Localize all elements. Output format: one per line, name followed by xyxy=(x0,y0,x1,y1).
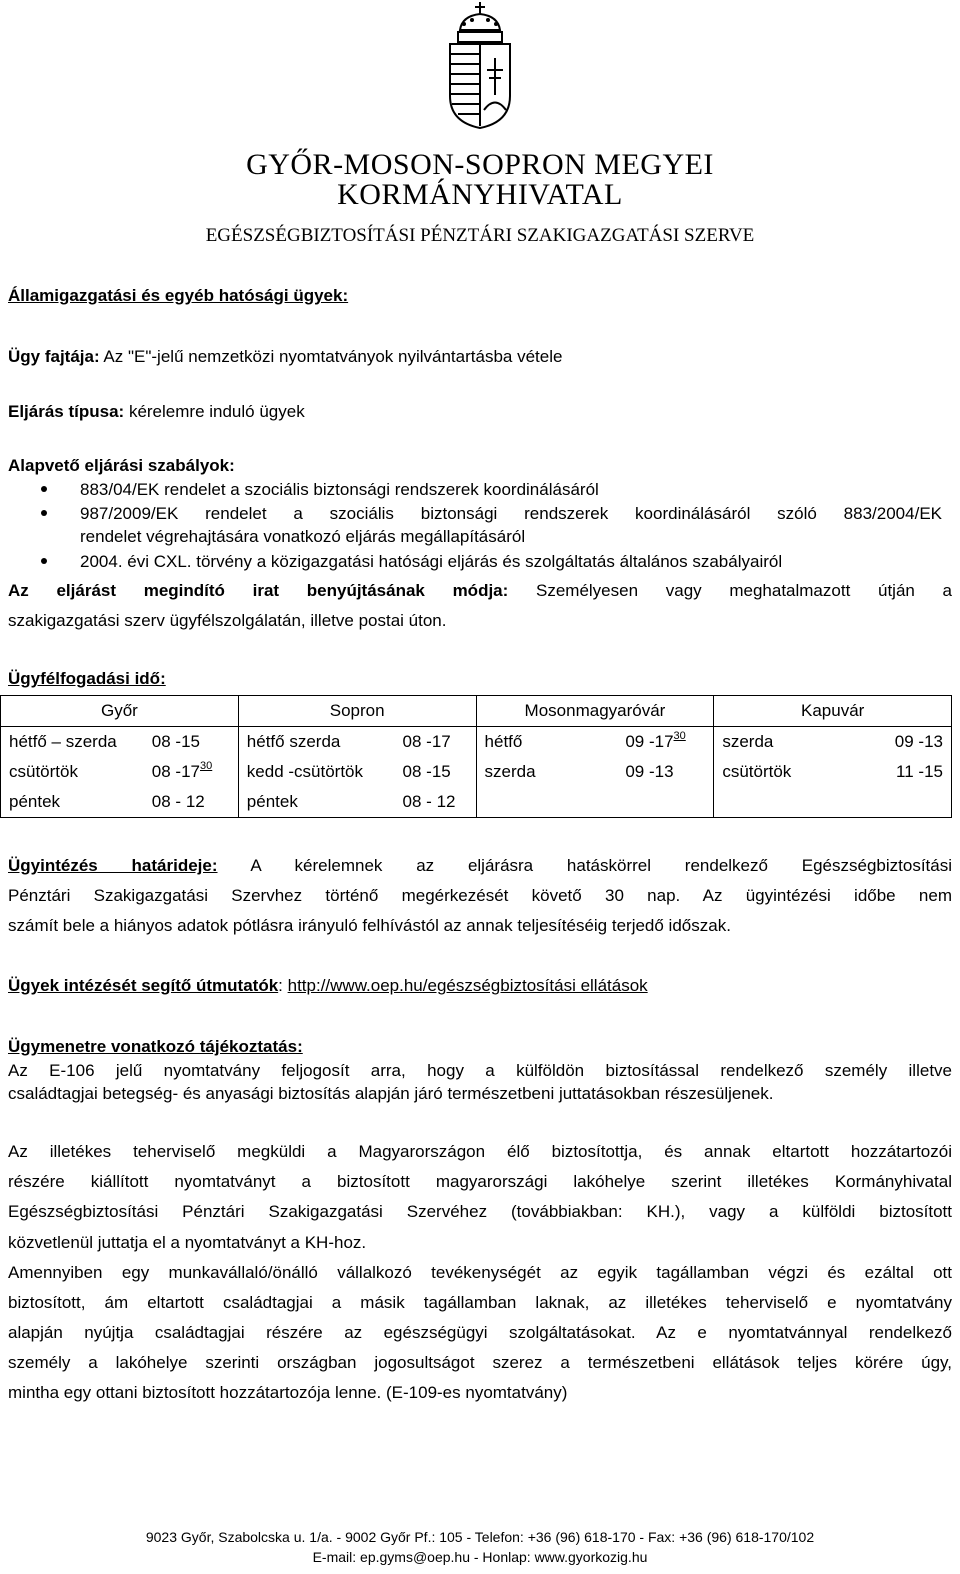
submission-text: Személyesen vagy meghatalmazott útján a xyxy=(508,581,953,600)
hours-row: hétfő 09 $-17^{30}$ xyxy=(484,730,686,751)
hours-row: hétfő szerda 08 -17 xyxy=(246,732,451,751)
bullet-icon xyxy=(41,486,47,492)
deadline-text-cont: Pénztári Szakigazgatási Szervhez történő megérkezését követő 30 nap. Az ügyintézési időbe nem xyxy=(8,886,952,905)
hours-cell-gyor xyxy=(1,727,239,818)
procedure-type xyxy=(8,401,952,423)
rule-item: 2004. évi CXL. törvény a közigazgatási hatósági eljárás és szolgáltatás általános szabályairól xyxy=(80,552,783,571)
hours-row: csütörtök 11 -15 xyxy=(722,762,943,781)
paragraph-line: közvetlenül juttatja el a nyomtatványt a KH-hoz. xyxy=(8,1233,367,1252)
office-hours-label: Ügyfélfogadási idő: xyxy=(8,669,166,688)
submission-text-cont: szakigazgatási szerv ügyfélszolgálatán, illetve postai úton. xyxy=(8,611,447,630)
case-type-value: Az "E"-jelű nemzetközi nyomtatványok nyilvántartásba vétele xyxy=(99,347,563,366)
case-type xyxy=(8,346,952,368)
deadline-text: A kérelemnek az eljárásra hatáskörrel rendelkező Egészségbiztosítási xyxy=(217,856,952,875)
rule-item-cont: rendelet végrehajtására vonatkozó eljárás megállapításáról xyxy=(80,527,526,546)
hours-row: csütörtök 08 $-17^{30}$ xyxy=(9,760,213,781)
office-name: Kapuvár xyxy=(714,696,952,727)
coat-of-arms-icon xyxy=(440,0,520,130)
procedure-type-value: kérelemre induló ügyek xyxy=(124,402,305,421)
paragraph-line: alapján nyújtja családtagjai részére az egészségügyi szolgáltatásokat. Az e nyomtatvánnyal rendelkező xyxy=(8,1323,952,1342)
hours-cell-kapuvar xyxy=(714,727,952,818)
hours-row: hétfő – szerda 08 -15 xyxy=(9,732,200,751)
procedure-type-label: Eljárás típusa: xyxy=(8,402,125,421)
org-name-line1: GYŐR-MOSON-SOPRON MEGYEI xyxy=(246,148,714,181)
paragraph-line: Egészségbiztosítási Pénztári Szakigazgatási Szervéhez (továbbiakban: KH.), vagy a külföldi biztosított xyxy=(8,1202,952,1221)
paragraph-line: biztosított, ám eltartott családtagjai a másik tagállamban laknak, az illetékes teherviselő e nyomtatvány xyxy=(8,1293,952,1312)
hours-row: péntek 08 - 12 xyxy=(246,792,456,811)
paragraph-line: Az illetékes teherviselő megküldi a Magyarországon élő biztosítottja, és annak eltartott hozzátartozói xyxy=(8,1142,952,1161)
office-name: Sopron xyxy=(238,696,476,727)
org-name-line2: KORMÁNYHIVATAL xyxy=(337,178,623,211)
table-row xyxy=(1,727,952,818)
office-hours-table xyxy=(0,695,952,818)
hours-cell-sopron xyxy=(238,727,476,818)
bullet-icon xyxy=(41,510,47,516)
deadline-label: Ügyintézés határideje: xyxy=(8,856,218,875)
department-name: EGÉSZSÉGBIZTOSÍTÁSI PÉNZTÁRI SZAKIGAZGATÁSI SZERVE xyxy=(205,225,755,246)
bullet-icon xyxy=(41,558,47,564)
paragraph-line: Amennyiben egy munkavállaló/önálló vállalkozó tevékenységét az egyik tagállamban végzi és ezáltal ott xyxy=(8,1263,952,1282)
office-name: Mosonmagyaróvár xyxy=(476,696,714,727)
guides-link[interactable]: http://www.oep.hu/egészségbiztosítási ellátások xyxy=(287,976,648,995)
submission-method xyxy=(8,580,952,602)
info-text: Az E-106 jelű nyomtatvány feljogosít arra, hogy a külföldön biztosítással rendelkező személy illetve xyxy=(8,1061,952,1080)
rules-label: Alapvető eljárási szabályok: xyxy=(8,456,235,475)
info-text-cont: családtagjai betegség- és anyasági biztosítás alapján járó természetbeni juttatásokban részesüljenek. xyxy=(8,1084,774,1103)
guides-label: Ügyek intézését segítő útmutatók xyxy=(8,976,279,995)
rule-item: 987/2009/EK rendelet a szociális biztonsági rendszerek koordinálásáról szóló 883/2004/EK xyxy=(80,504,942,523)
hours-row: szerda 09 -13 xyxy=(722,732,943,751)
footer-contact: E-mail: ep.gyms@oep.hu - Honlap: www.gyorkozig.hu xyxy=(312,1549,648,1565)
deadline xyxy=(8,855,952,877)
footer-address: 9023 Győr, Szabolcska u. 1/a. - 9002 Győr Pf.: 105 - Telefon: +36 (96) 618-170 - Fax: +36 (96) 618-170/102 xyxy=(145,1529,815,1545)
table-header-row xyxy=(1,696,952,727)
paragraph-line: mintha egy ottani biztosított hozzátartozója lenne. (E-109-es nyomtatvány) xyxy=(8,1383,568,1402)
paragraph-line: személy a lakóhelye szerinti országban jogosultságot szerez a természetbeni ellátások teljes körére úgy, xyxy=(8,1353,952,1372)
office-name: Győr xyxy=(1,696,239,727)
info-label: Ügymenetre vonatkozó tájékoztatás: xyxy=(8,1037,303,1056)
hours-row: péntek 08 - 12 xyxy=(9,792,205,811)
section-heading: Államigazgatási és egyéb hatósági ügyek: xyxy=(8,286,349,305)
deadline-text-cont: számít bele a hiányos adatok pótlásra irányuló felhívástól az annak teljesítéséig terjedő időszak. xyxy=(8,916,731,935)
paragraph-line: részére kiállított nyomtatványt a biztosított magyarországi lakóhelye szerint illetékes Kormányhivatal xyxy=(8,1172,952,1191)
hours-row: szerda 09 -13 xyxy=(484,762,674,781)
submission-label: Az eljárást megindító irat benyújtásának módja: xyxy=(8,581,509,600)
case-type-label: Ügy fajtája: xyxy=(8,347,100,366)
hours-row: kedd -csütörtök 08 -15 xyxy=(246,762,451,781)
rule-item: 883/04/EK rendelet a szociális biztonsági rendszerek koordinálásáról xyxy=(80,480,599,499)
hours-cell-mosonmagyarovar xyxy=(476,727,714,818)
guides: Ügyek intézését segítő útmutatók: http://www.oep.hu/egészségbiztosítási ellátások xyxy=(8,976,648,995)
